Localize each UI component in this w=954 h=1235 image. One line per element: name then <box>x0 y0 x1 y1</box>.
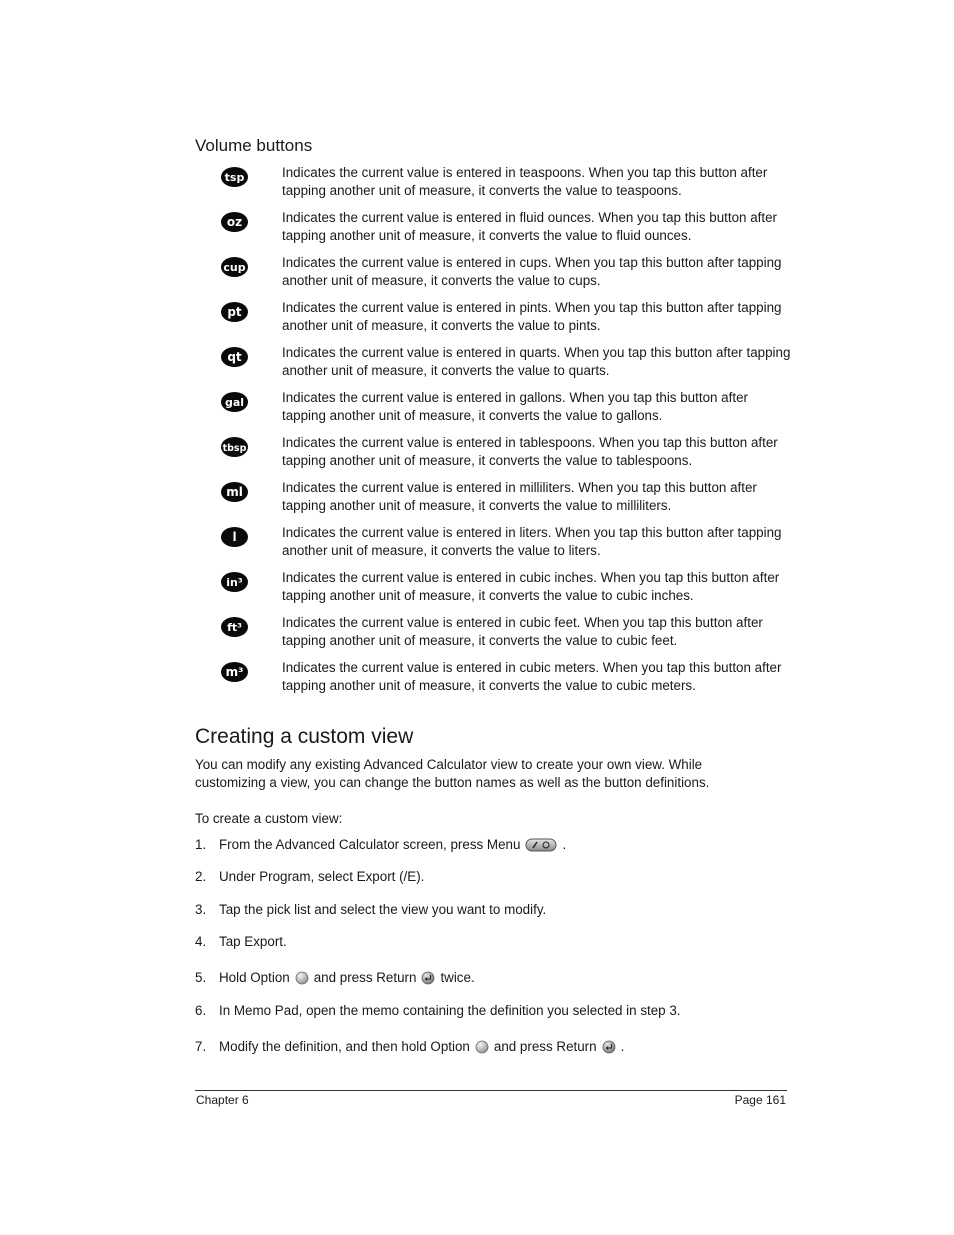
volume-button-row <box>195 209 795 254</box>
volume-button-row <box>195 344 795 389</box>
in3-button-icon <box>220 571 249 593</box>
step-number: 5. <box>195 970 207 985</box>
step-text: Modify the definition, and then hold Option <box>219 1039 470 1054</box>
step-number: 2. <box>195 869 207 884</box>
section-heading-custom-view: Creating a custom view <box>195 725 414 748</box>
footer-page-number: Page 161 <box>734 1093 786 1107</box>
step-text: Tap Export. <box>219 934 287 949</box>
step-text-middle: and press Return <box>313 970 417 985</box>
svg-text:oz: oz <box>226 215 243 229</box>
volume-button-description: Indicates the current value is entered in gallons. When you tap this button after tapping another unit of measure, it converts the value to gallons. <box>282 390 748 423</box>
volume-button-description: Indicates the current value is entered in milliliters. When you tap this button after tapping another unit of measure, it converts the value to milliliters. <box>282 480 757 513</box>
step-text: Tap the pick list and select the view you want to modify. <box>219 902 547 917</box>
step-number: 1. <box>195 837 207 852</box>
volume-button-row <box>195 659 795 704</box>
svg-text:pt: pt <box>227 305 242 319</box>
step-text-end: . <box>620 1039 625 1054</box>
option-key-icon <box>475 1040 489 1054</box>
qt-button-icon <box>220 346 249 368</box>
option-key-icon <box>295 971 309 985</box>
step-text-end: twice. <box>440 970 475 985</box>
step-text-middle: and press Return <box>493 1039 597 1054</box>
m3-button-icon <box>220 661 249 683</box>
return-key-icon <box>602 1040 616 1054</box>
step-text: Hold Option <box>219 970 290 985</box>
svg-text:l: l <box>232 530 237 544</box>
step-text: Under Program, select Export (/E). <box>219 869 425 884</box>
volume-button-description: Indicates the current value is entered in liters. When you tap this button after tapping another unit of measure, it converts the value to liters. <box>282 525 782 558</box>
volume-button-description: Indicates the current value is entered in cubic inches. When you tap this button after tapping another unit of measure, it converts the value to cubic inches. <box>282 570 780 603</box>
svg-text:qt: qt <box>227 350 242 364</box>
svg-text:ft³: ft³ <box>227 621 242 634</box>
ft3-button-icon <box>220 616 249 638</box>
step-text: From the Advanced Calculator screen, press Menu <box>219 837 521 852</box>
volume-button-row <box>195 164 795 209</box>
section-heading-volume-buttons: Volume buttons <box>195 136 313 155</box>
pt-button-icon <box>220 301 249 323</box>
svg-text:ml: ml <box>226 485 243 499</box>
cup-button-icon <box>220 256 249 278</box>
volume-button-row <box>195 389 795 434</box>
volume-button-description: Indicates the current value is entered in fluid ounces. When you tap this button after tapping another unit of measure, it converts the value to fluid ounces. <box>282 210 778 243</box>
svg-text:gal: gal <box>224 396 245 409</box>
volume-button-description: Indicates the current value is entered in pints. When you tap this button after tapping another unit of measure, it converts the value to pints. <box>282 300 782 333</box>
footer-divider <box>195 1090 787 1091</box>
volume-button-row <box>195 569 795 614</box>
volume-button-row <box>195 614 795 659</box>
volume-button-description: Indicates the current value is entered in quarts. When you tap this button after tapping another unit of measure, it converts the value to quarts. <box>282 345 791 378</box>
menu-button-icon <box>525 838 557 852</box>
volume-button-row <box>195 299 795 344</box>
gal-button-icon <box>220 391 249 413</box>
tbsp-button-icon <box>220 436 249 458</box>
step-text: In Memo Pad, open the memo containing the definition you selected in step 3. <box>219 1003 681 1018</box>
volume-button-row <box>195 434 795 479</box>
ml-button-icon <box>220 481 249 503</box>
volume-button-row <box>195 524 795 569</box>
l-button-icon <box>220 526 249 548</box>
volume-button-description: Indicates the current value is entered in teaspoons. When you tap this button after tapping another unit of measure, it converts the value to teaspoons. <box>282 165 768 198</box>
volume-button-row <box>195 254 795 299</box>
step-text-end: . <box>562 837 567 852</box>
return-key-icon <box>421 971 435 985</box>
svg-text:tsp: tsp <box>224 171 245 184</box>
svg-text:in³: in³ <box>226 576 243 589</box>
volume-buttons-list <box>195 164 795 704</box>
intro-paragraph: You can modify any existing Advanced Calculator view to create your own view. While customizing a view, you can change the button names as well as the button definitions. <box>195 757 710 790</box>
procedure-title: To create a custom view: <box>195 811 343 826</box>
oz-button-icon <box>220 211 249 233</box>
volume-button-description: Indicates the current value is entered in cups. When you tap this button after tapping another unit of measure, it converts the value to cups. <box>282 255 782 288</box>
volume-button-description: Indicates the current value is entered in cubic feet. When you tap this button after tapping another unit of measure, it converts the value to cubic feet. <box>282 615 763 648</box>
tsp-button-icon <box>220 166 249 188</box>
svg-text:cup: cup <box>223 261 246 274</box>
volume-button-description: Indicates the current value is entered in tablespoons. When you tap this button after tapping another unit of measure, it converts the value to tablespoons. <box>282 435 778 468</box>
volume-button-row <box>195 479 795 524</box>
step-number: 7. <box>195 1039 207 1054</box>
volume-button-description: Indicates the current value is entered in cubic meters. When you tap this button after tapping another unit of measure, it converts the value to cubic meters. <box>282 660 782 693</box>
svg-text:m³: m³ <box>225 665 244 679</box>
step-number: 3. <box>195 902 207 917</box>
footer-chapter: Chapter 6 <box>196 1093 249 1107</box>
svg-text:tbsp: tbsp <box>222 443 247 454</box>
step-number: 6. <box>195 1003 207 1018</box>
step-number: 4. <box>195 934 207 949</box>
